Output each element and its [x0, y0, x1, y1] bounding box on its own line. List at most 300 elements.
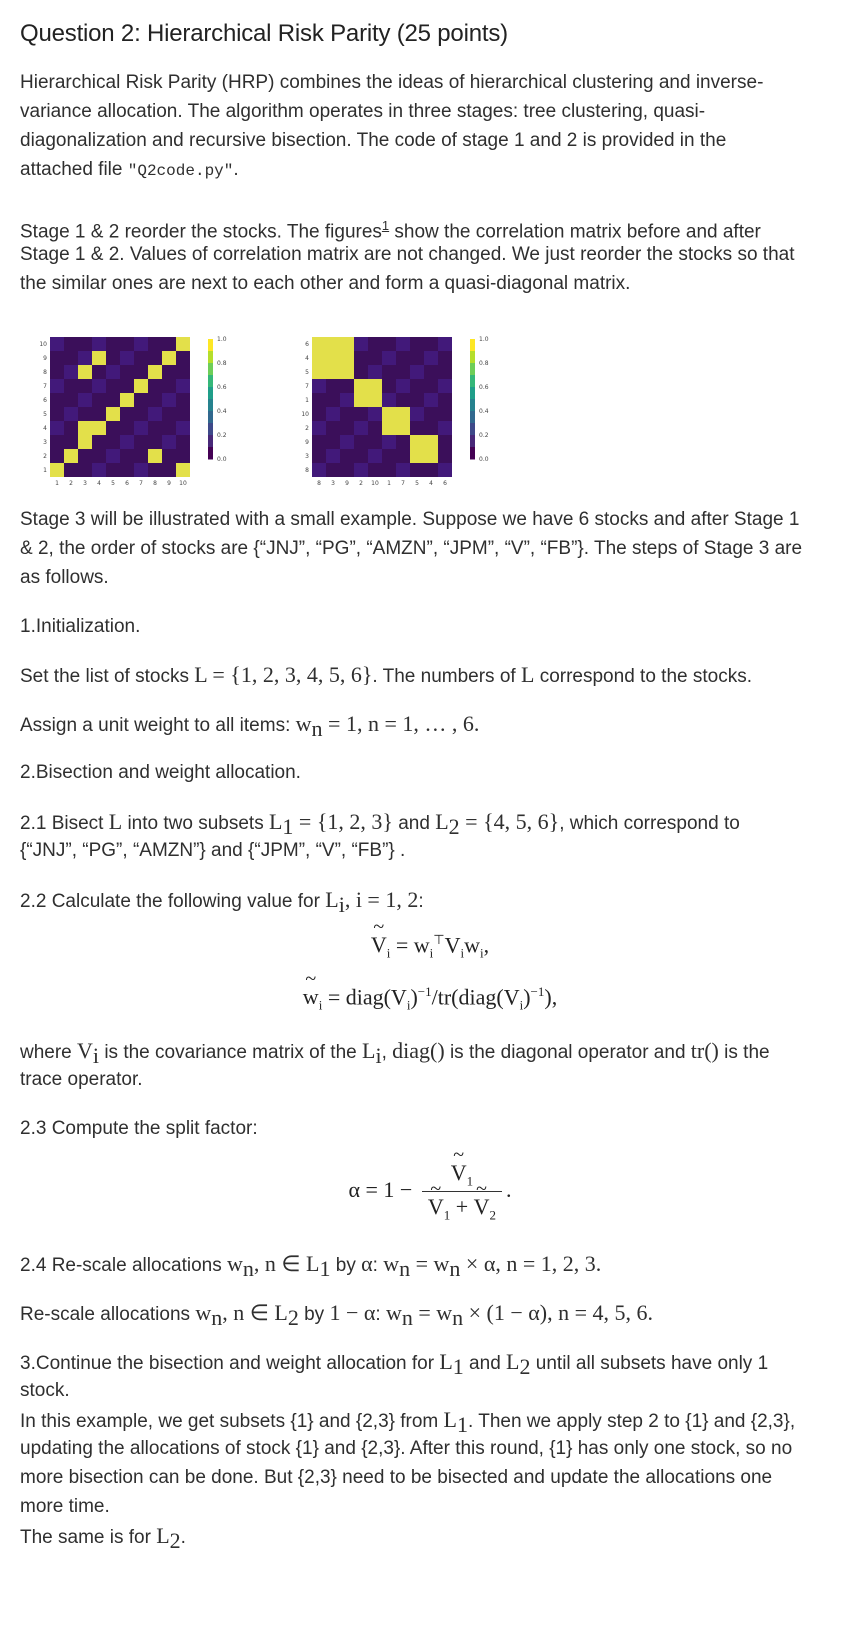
t: until all subsets have only 1 — [530, 1353, 769, 1374]
heatmap-cell — [326, 421, 340, 435]
heatmap-cell — [92, 337, 106, 351]
heatmap-cell — [326, 379, 340, 393]
heatmap-cell — [64, 407, 78, 421]
math-L: L — [362, 1038, 376, 1063]
init-heading: 1.Initialization. — [20, 616, 141, 637]
heatmap-cell — [382, 421, 396, 435]
heatmap-cell — [162, 449, 176, 463]
t: , which correspond to — [559, 813, 740, 834]
math-L: L — [520, 662, 535, 687]
heatmap-cell — [312, 337, 326, 351]
heatmap-cell — [326, 365, 340, 379]
heatmap-cell — [354, 337, 368, 351]
heatmap-cell — [162, 421, 176, 435]
math-V-tilde: ~ V — [371, 932, 387, 958]
heatmap-cell — [78, 379, 92, 393]
math-alpha: α — [361, 1251, 373, 1276]
heatmap-cell — [92, 463, 106, 477]
colorbar-tick-label: 0.4 — [217, 408, 227, 415]
bisect-22-line — [20, 885, 424, 920]
x-tick-label: 4 — [429, 480, 433, 487]
heatmap-cell — [92, 421, 106, 435]
colorbar-segment — [208, 363, 213, 376]
t: and — [463, 1353, 507, 1374]
colorbar-segment — [470, 375, 475, 388]
math-V-tilde: ~ V — [451, 1160, 467, 1186]
heatmap-cell — [176, 379, 190, 393]
heatmap-cell — [134, 379, 148, 393]
heatmap-cell — [120, 351, 134, 365]
stage12-text-b: show the correlation matrix before and after — [389, 221, 761, 243]
heatmap-cell — [326, 449, 340, 463]
heatmap-cell — [176, 449, 190, 463]
heatmap-cell — [50, 463, 64, 477]
math-sub: 2 — [519, 1353, 531, 1379]
heatmap-cell — [50, 435, 64, 449]
intro-line-1: Hierarchical Risk Parity (HRP) combines the ideas of hierarchical clustering and inverse- — [20, 72, 764, 93]
continue-line-5: more bisection can be done. But {2,3} need to be bisected and update the allocations one — [20, 1467, 773, 1488]
y-tick-label: 4 — [305, 355, 309, 362]
heatmap-cell — [312, 449, 326, 463]
heatmap-cell — [326, 351, 340, 365]
t: . Then we apply step 2 to {1} and {2,3}, — [468, 1411, 796, 1432]
heatmap-cell — [312, 379, 326, 393]
heatmap-cell — [106, 393, 120, 407]
math-eq: = diag(V — [322, 984, 407, 1010]
heatmap-cell — [120, 393, 134, 407]
heatmap-cell — [424, 337, 438, 351]
colorbar-segment — [470, 435, 475, 448]
heatmap-cell — [438, 407, 452, 421]
heatmap-cell — [368, 337, 382, 351]
colorbar-tick-label: 0.2 — [479, 432, 489, 439]
heatmap-cell — [410, 337, 424, 351]
heatmap-cell — [410, 421, 424, 435]
heatmap-cell — [410, 379, 424, 393]
heatmap-cell — [64, 337, 78, 351]
heatmap-cell — [368, 365, 382, 379]
heatmap-cell — [396, 435, 410, 449]
heatmap-cell — [312, 365, 326, 379]
x-tick-label: 5 — [111, 480, 115, 487]
colorbar-segment — [208, 351, 213, 364]
t: In this example, we get subsets {1} and {2,3} from — [20, 1411, 444, 1432]
heatmap-cell — [354, 421, 368, 435]
math-sub: i — [338, 891, 345, 917]
math-w: w — [195, 1300, 212, 1325]
heatmap-cell — [368, 435, 382, 449]
heatmap-cell — [92, 379, 106, 393]
heatmap-cell — [78, 463, 92, 477]
heatmap-cell — [176, 351, 190, 365]
bisect-23-line: 2.3 Compute the split factor: — [20, 1118, 258, 1139]
t: where — [20, 1042, 78, 1063]
page-title: Question 2: Hierarchical Risk Parity (25 points) — [20, 20, 508, 47]
t: Set the list of stocks — [20, 666, 195, 687]
heatmap-cell — [134, 351, 148, 365]
heatmap-cell — [354, 365, 368, 379]
heatmap-cell — [396, 337, 410, 351]
heatmap-cell — [148, 393, 162, 407]
bisect-24-line: 2.4 Re-scale allocations $w_n$, n ∈ $L_1$ by α: $w_n = w_n \times \alpha$, n = 1, 2, 3. — [20, 1251, 602, 1281]
t: Assign a unit weight to all items: — [20, 715, 296, 736]
heatmap-cell — [424, 421, 438, 435]
x-tick-label: 3 — [331, 480, 335, 487]
colorbar-segment — [470, 411, 475, 424]
heatmap-cell — [78, 337, 92, 351]
heatmap-cell — [50, 449, 64, 463]
heatmap-cell — [340, 379, 354, 393]
x-tick-label: 5 — [415, 480, 419, 487]
math-L: L — [194, 662, 207, 687]
heatmap-cell — [424, 365, 438, 379]
x-tick-label: 9 — [345, 480, 349, 487]
x-tick-label: 10 — [179, 480, 187, 487]
x-tick-label: 1 — [55, 480, 59, 487]
heatmap-cell — [312, 393, 326, 407]
heatmap-cell — [340, 449, 354, 463]
heatmap-cell — [92, 435, 106, 449]
heatmap-cell — [410, 407, 424, 421]
heatmap-cell — [120, 337, 134, 351]
math-eq: , i = 1, 2 — [344, 887, 419, 912]
bisect-21-line-2: {“JNJ”, “PG”, “AMZN”} and {“JPM”, “V”, “FB”} . — [20, 840, 406, 861]
heatmap-cell — [396, 407, 410, 421]
math-sub: 1 — [452, 1353, 464, 1379]
t: : — [418, 891, 424, 912]
heatmap-cell — [78, 351, 92, 365]
x-tick-label: 7 — [401, 480, 405, 487]
heatmap-cell — [396, 351, 410, 365]
y-tick-label: 5 — [305, 369, 309, 376]
t: is the covariance matrix of the — [99, 1042, 362, 1063]
heatmap-cell — [424, 393, 438, 407]
math-alpha-lhs: α = 1 − — [348, 1176, 413, 1202]
equation-variance: ~ $V_i = w_i^⊤V_iw_i$, — [20, 932, 840, 962]
heatmap-cell — [148, 435, 162, 449]
heatmap-cell — [134, 393, 148, 407]
math-set: = {1, 2, 3} — [293, 809, 393, 834]
math-L1: L — [439, 1349, 453, 1374]
heatmap-cell — [410, 449, 424, 463]
init-assign-line — [20, 709, 479, 744]
heatmap-cell — [50, 337, 64, 351]
heatmap-cell — [64, 463, 78, 477]
math-tr: tr() — [690, 1038, 719, 1063]
heatmap-cell — [134, 337, 148, 351]
heatmap-cell — [162, 365, 176, 379]
math: = w — [410, 1251, 450, 1276]
y-tick-label: 8 — [43, 369, 47, 376]
t: , — [381, 1042, 393, 1063]
colorbar-segment — [470, 423, 475, 436]
heatmap-cell — [424, 449, 438, 463]
math-w: w — [385, 1300, 402, 1325]
y-tick-label: 10 — [39, 341, 47, 348]
math-L: L — [325, 887, 339, 912]
math: , n ∈ L — [222, 1300, 288, 1325]
math-sub: n — [311, 715, 323, 741]
heatmap-cell — [340, 393, 354, 407]
heatmap-cell — [382, 449, 396, 463]
t: is the diagonal operator and — [444, 1042, 691, 1063]
heatmap-cell — [382, 393, 396, 407]
y-tick-label: 2 — [305, 425, 309, 432]
heatmap-cell — [340, 337, 354, 351]
heatmap-cell — [438, 351, 452, 365]
y-tick-label: 5 — [43, 411, 47, 418]
colorbar-tick-label: 0.6 — [217, 384, 227, 391]
t: is the — [718, 1042, 770, 1063]
continue-line-4: updating the allocations of stock {1} and {2,3}. After this round, {1} has only one stock, so no — [20, 1438, 793, 1459]
colorbar-segment — [470, 387, 475, 400]
colorbar-segment — [208, 411, 213, 424]
heatmap-cell — [78, 407, 92, 421]
heatmap-cell — [148, 421, 162, 435]
heatmap-cell — [162, 435, 176, 449]
math-eq: = w — [390, 932, 430, 958]
heatmap-cell — [134, 449, 148, 463]
heatmap-cell — [162, 337, 176, 351]
heatmap-cell — [176, 337, 190, 351]
intro-line-4 — [20, 155, 239, 186]
x-tick-label: 8 — [317, 480, 321, 487]
heatmap-cell — [354, 393, 368, 407]
heatmap-cell — [176, 365, 190, 379]
heatmap-cell — [106, 337, 120, 351]
heatmap-cell — [162, 379, 176, 393]
heatmap-cell — [438, 393, 452, 407]
math-V-tilde: ~ V — [428, 1194, 444, 1220]
t: 3.Continue the bisection and weight allocation for — [20, 1353, 440, 1374]
heatmap-cell — [312, 435, 326, 449]
math-L1: L — [443, 1407, 457, 1432]
y-tick-label: 3 — [305, 453, 309, 460]
heatmap-cell — [382, 435, 396, 449]
heatmap-cell — [64, 379, 78, 393]
stage3-line-2: & 2, the order of stocks are {“JNJ”, “PG”, “AMZN”, “JPM”, “V”, “FB”}. The steps of Stage 3 are — [20, 538, 803, 559]
heatmap-cell — [176, 463, 190, 477]
heatmap-cell — [78, 435, 92, 449]
t: . — [180, 1527, 186, 1548]
t: ) — [410, 984, 418, 1010]
heatmap-cell — [64, 435, 78, 449]
colorbar-segment — [208, 387, 213, 400]
colorbar-segment — [470, 447, 475, 460]
heatmap-cell — [312, 407, 326, 421]
colorbar-tick-label: 0.8 — [479, 360, 489, 367]
t: and — [392, 813, 436, 834]
heatmap-cell — [340, 351, 354, 365]
math-set: = {1, 2, 3, 4, 5, 6} — [206, 662, 373, 687]
t: 2.4 Re-scale allocations — [20, 1255, 227, 1276]
x-tick-label: 7 — [139, 480, 143, 487]
heatmap-cell — [50, 421, 64, 435]
heatmap-cell — [78, 393, 92, 407]
heatmap-cell — [176, 421, 190, 435]
heatmap-cell — [396, 449, 410, 463]
heatmap-cell — [326, 435, 340, 449]
continue-line-1 — [20, 1347, 768, 1382]
heatmap-cell — [368, 393, 382, 407]
heatmap-cell — [424, 379, 438, 393]
heatmap-cell — [148, 407, 162, 421]
heatmap-cell — [120, 421, 134, 435]
math: × (1 − α), n = 4, 5, 6. — [463, 1300, 654, 1325]
bisect-heading: 2.Bisection and weight allocation. — [20, 762, 301, 783]
heatmap-cell — [382, 337, 396, 351]
heatmap-cell — [340, 421, 354, 435]
heatmap-cell — [368, 379, 382, 393]
heatmap-cell — [368, 421, 382, 435]
init-set-line — [20, 660, 752, 692]
heatmap-cell — [382, 365, 396, 379]
math-L2: L — [156, 1523, 170, 1548]
heatmap-cell — [134, 421, 148, 435]
x-tick-label: 9 — [167, 480, 171, 487]
math-plus: + — [450, 1194, 474, 1220]
heatmap-cell — [162, 407, 176, 421]
stage12-text-a: Stage 1 & 2 reorder the stocks. The figures — [20, 221, 382, 243]
math-V-tilde: ~ V — [474, 1194, 490, 1220]
colorbar-tick-label: 1.0 — [217, 336, 227, 343]
heatmap-cell — [438, 435, 452, 449]
footnote-link[interactable]: 1 — [381, 218, 390, 233]
math-alpha: 1 − α — [329, 1300, 376, 1325]
y-tick-label: 6 — [305, 341, 309, 348]
continue-line-2: stock. — [20, 1380, 70, 1401]
heatmap-cell — [64, 365, 78, 379]
y-tick-label: 6 — [43, 397, 47, 404]
heatmap-cell — [354, 435, 368, 449]
math: = w — [412, 1300, 453, 1325]
math-sub: 1 — [282, 813, 294, 839]
math: × α, n = 1, 2, 3. — [460, 1251, 602, 1276]
colorbar-tick-label: 0.6 — [479, 384, 489, 391]
math-w-tilde: ~ w — [303, 984, 319, 1010]
heatmap-cell — [424, 407, 438, 421]
t: The same is for — [20, 1527, 157, 1548]
heatmap-cell — [162, 393, 176, 407]
stage12-line-2: Stage 1 & 2. Values of correlation matrix are not changed. We just reorder the stocks so that — [20, 244, 795, 265]
t: : — [375, 1304, 386, 1325]
heatmap-cell — [106, 421, 120, 435]
math-sub: 2 — [169, 1527, 181, 1553]
t: ), — [544, 984, 558, 1010]
heatmap-cell — [176, 407, 190, 421]
heatmap-cell — [106, 449, 120, 463]
heatmap-cell — [78, 365, 92, 379]
heatmap-cell — [438, 365, 452, 379]
colorbar-segment — [208, 447, 213, 460]
math-V: V — [77, 1038, 93, 1063]
heatmap-cell — [92, 393, 106, 407]
colorbar-segment — [208, 339, 213, 352]
heatmap-cell — [106, 379, 120, 393]
t: : — [372, 1255, 384, 1276]
y-tick-label: 9 — [43, 355, 47, 362]
correlation-heatmaps-figure — [20, 322, 520, 487]
code-filename: "Q2code.py" — [127, 162, 234, 180]
heatmap-cell — [312, 421, 326, 435]
heatmap-cell — [64, 449, 78, 463]
heatmap-cell — [134, 365, 148, 379]
math-V: V — [444, 932, 461, 958]
math-sub: 1 — [457, 1411, 468, 1437]
heatmap-cell — [354, 449, 368, 463]
y-tick-label: 9 — [305, 439, 309, 446]
y-tick-label: 8 — [305, 467, 309, 474]
math-diag: diag() — [392, 1038, 445, 1063]
heatmap-cell — [396, 463, 410, 477]
heatmap-cell — [120, 435, 134, 449]
colorbar-tick-label: 0.0 — [479, 456, 489, 463]
intro-line-3: diagonalization and recursive bisection. The code of stage 1 and 2 is provided in the — [20, 130, 727, 151]
x-tick-label: 6 — [443, 480, 447, 487]
heatmap-cell — [134, 435, 148, 449]
heatmap-cell — [312, 351, 326, 365]
y-tick-label: 2 — [43, 453, 47, 460]
heatmap-cell — [120, 449, 134, 463]
y-tick-label: 4 — [43, 425, 47, 432]
heatmap-cell — [78, 449, 92, 463]
where-line: where $V_i$ is the covariance matrix of the $L_i$, diag() is the diagonal operator and tr() is the — [20, 1038, 770, 1068]
heatmap-cell — [396, 393, 410, 407]
heatmap-cell — [50, 365, 64, 379]
math-L: L — [108, 809, 123, 834]
heatmap-cell — [106, 463, 120, 477]
heatmap-cell — [92, 407, 106, 421]
math-w: w — [383, 1251, 400, 1276]
heatmap-cell — [50, 351, 64, 365]
heatmap-cell — [134, 463, 148, 477]
t: /tr(diag(V — [431, 984, 520, 1010]
heatmap-cell — [64, 351, 78, 365]
heatmap-cell — [368, 407, 382, 421]
heatmap-cell — [410, 351, 424, 365]
alpha-fraction: ~ $V_1$ ~ $V_1$ + ~ $V_2$ — [422, 1160, 502, 1224]
heatmap-cell — [340, 435, 354, 449]
math-w: w — [227, 1251, 243, 1276]
heatmap-cell — [176, 435, 190, 449]
heatmap-cell — [120, 463, 134, 477]
heatmap-cell — [148, 463, 162, 477]
heatmap-cell — [340, 407, 354, 421]
colorbar-segment — [208, 375, 213, 388]
colorbar-segment — [208, 399, 213, 412]
bisect-24b-line: Re-scale allocations $w_n$, n ∈ $L_2$ by 1 − α: $w_n = w_n \times (1 - \alpha)$, n = 4, 5, 6. — [20, 1300, 654, 1330]
heatmap-cell — [120, 407, 134, 421]
y-tick-label: 7 — [305, 383, 309, 390]
heatmap-cell — [148, 365, 162, 379]
stage3-line-1: Stage 3 will be illustrated with a small example. Suppose we have 6 stocks and after Stage 1 — [20, 509, 800, 530]
colorbar-segment — [470, 351, 475, 364]
intro-line-4-end: . — [233, 159, 239, 180]
heatmap-cell — [312, 463, 326, 477]
heatmap-cell — [64, 393, 78, 407]
colorbar-tick-label: 0.0 — [217, 456, 227, 463]
heatmap-cell — [50, 393, 64, 407]
stage12-line-3: the similar ones are next to each other and form a quasi-diagonal matrix. — [20, 273, 631, 294]
math: , n ∈ L — [253, 1251, 320, 1276]
x-tick-label: 2 — [359, 480, 363, 487]
y-tick-label: 1 — [305, 397, 309, 404]
heatmap-cell — [92, 351, 106, 365]
x-tick-label: 6 — [125, 480, 129, 487]
colorbar-tick-label: 0.2 — [217, 432, 227, 439]
heatmap-cell — [50, 407, 64, 421]
heatmap-cell — [148, 337, 162, 351]
